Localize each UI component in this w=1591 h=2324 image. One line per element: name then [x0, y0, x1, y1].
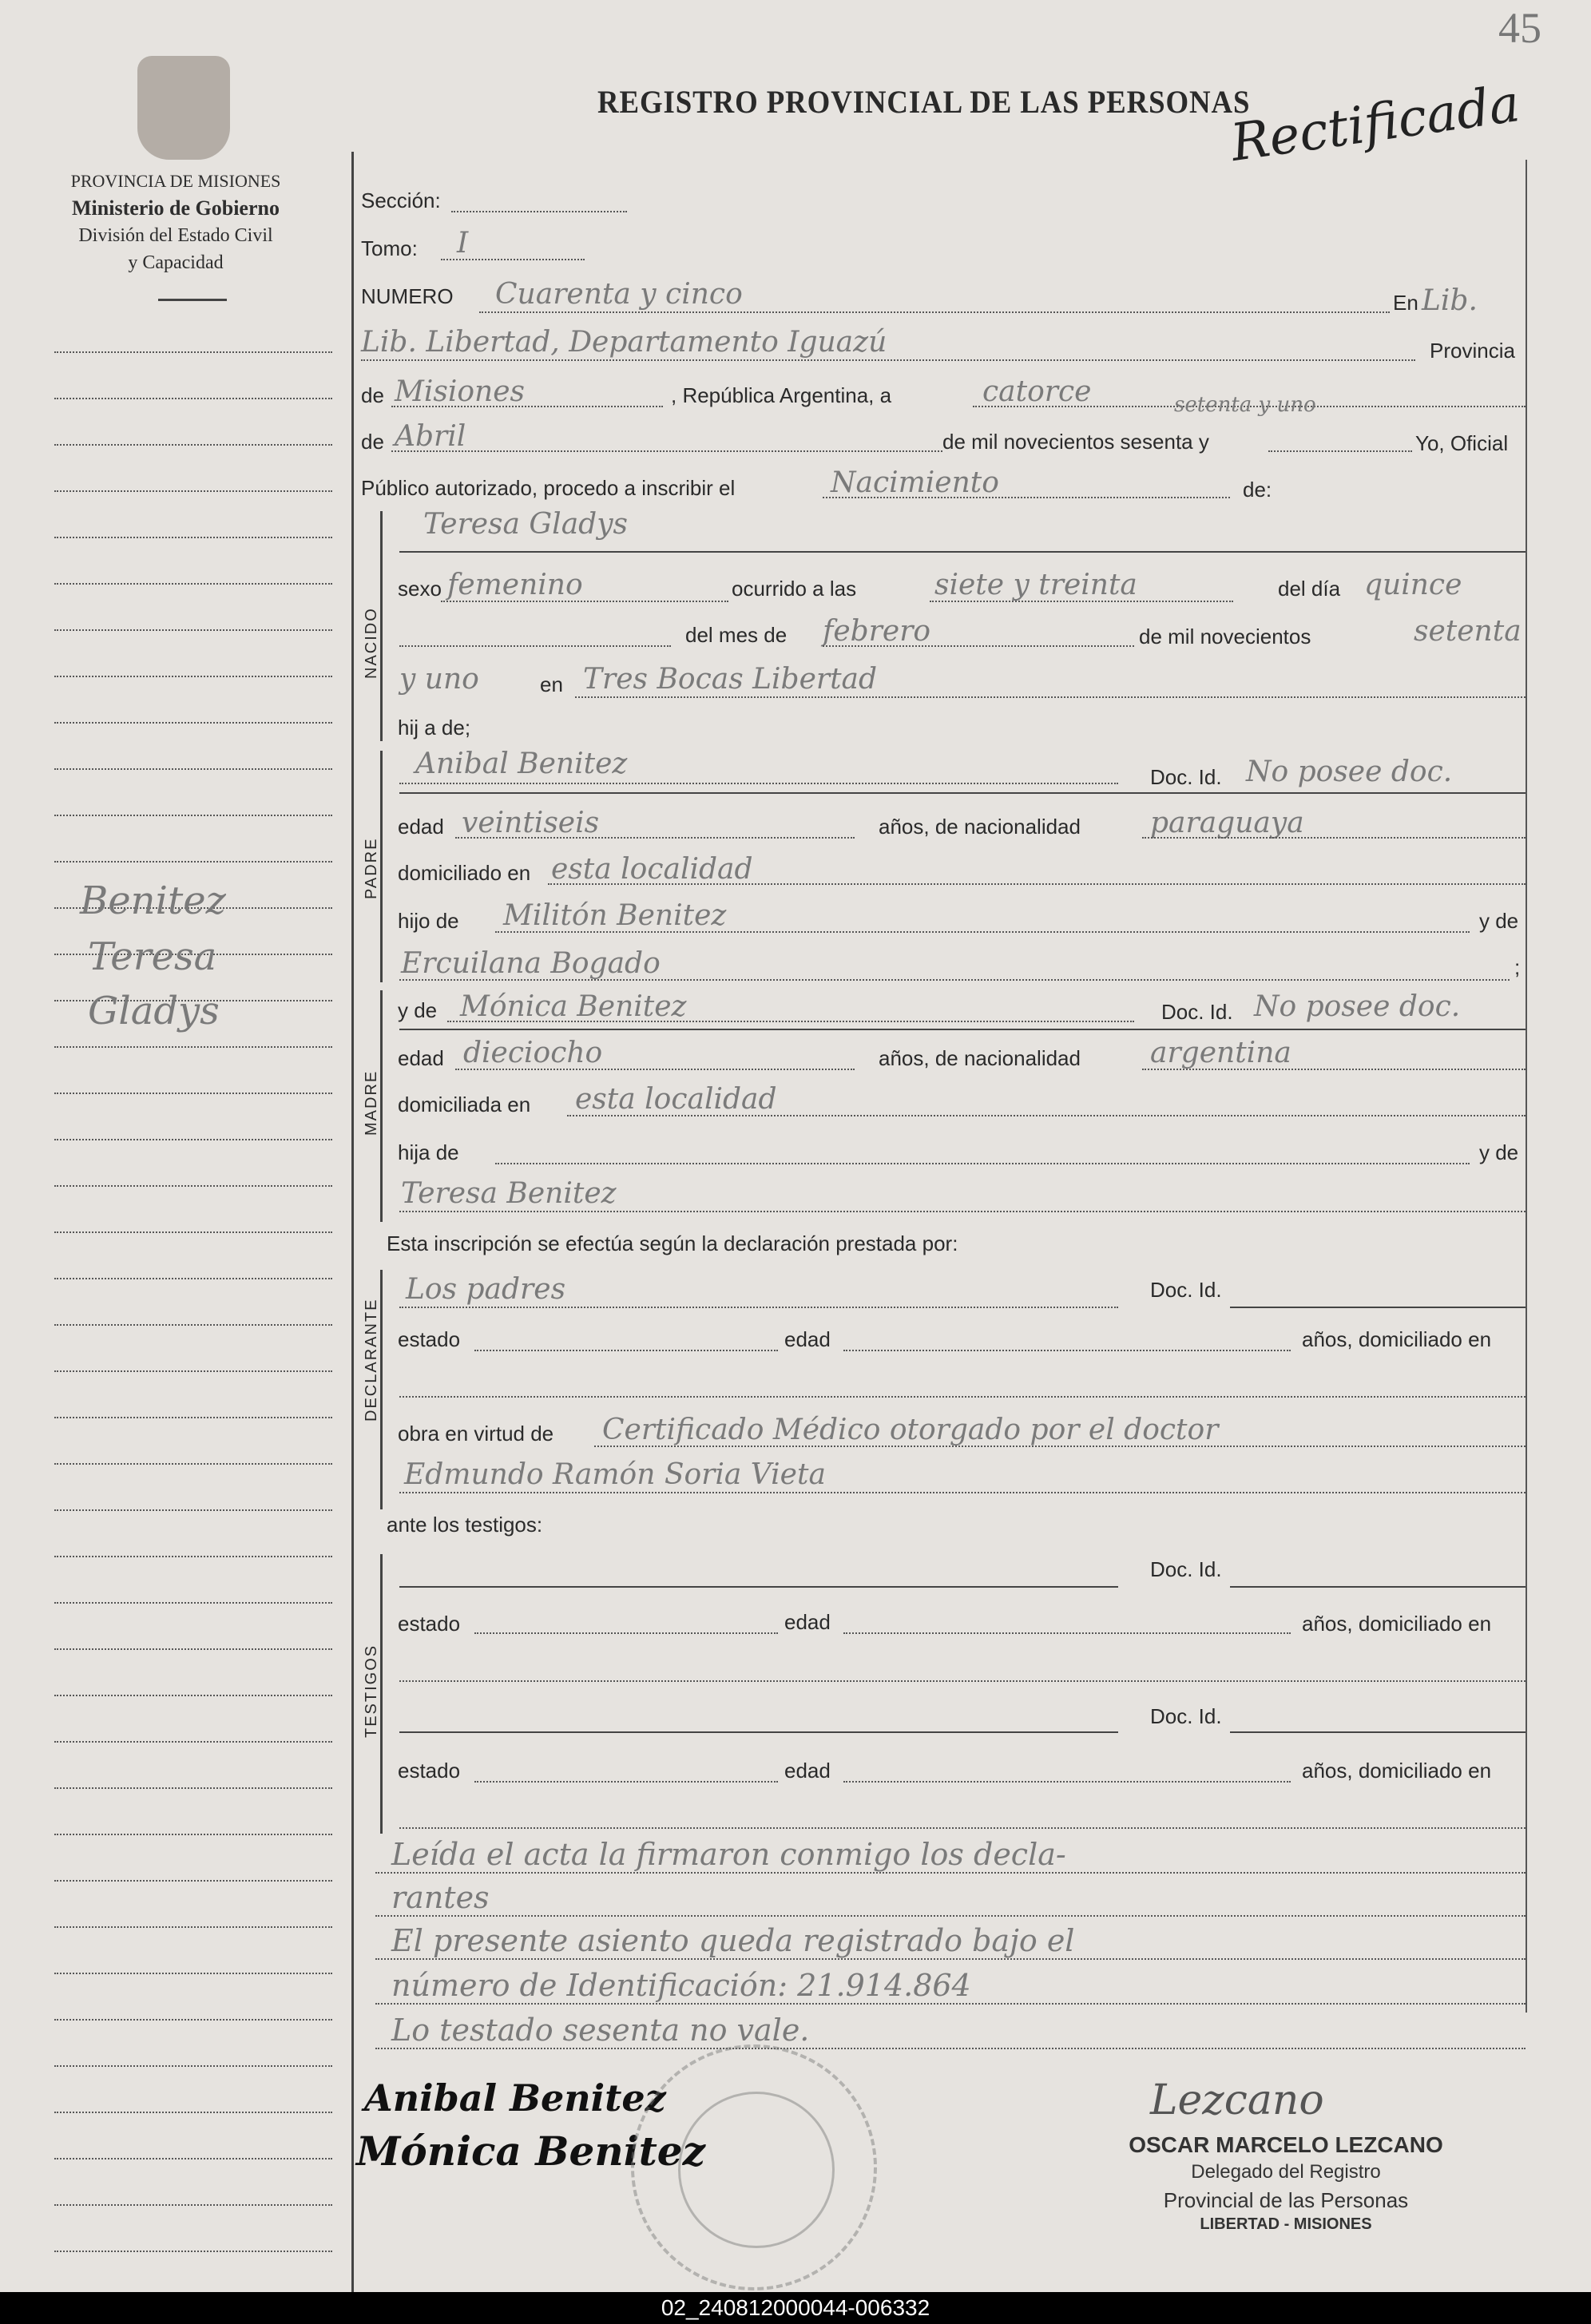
margin-ruled-line — [54, 1880, 332, 1882]
label-edad-padre: edad — [398, 815, 444, 839]
father-mother-value: Ercuilana Bogado — [401, 947, 661, 980]
header-divider — [158, 299, 227, 301]
father-name-line — [399, 783, 1118, 784]
declarant-doc-line — [1230, 1307, 1526, 1308]
label-en-place: en — [540, 672, 563, 696]
tomo-line — [441, 259, 585, 260]
mother-father-line — [495, 1163, 1470, 1164]
closing-line-2 — [375, 1915, 1526, 1917]
mother-nationality-value: argentina — [1150, 1037, 1291, 1069]
mother-mother-line — [399, 1211, 1526, 1212]
witness2-name-line — [399, 1731, 1118, 1733]
mother-age-line — [455, 1069, 855, 1070]
declarant-edad-line — [843, 1350, 1291, 1351]
label-publico: Público autorizado, procedo a inscribir el — [361, 476, 736, 500]
numero-line — [479, 311, 1390, 313]
label-doc-id-madre: Doc. Id. — [1161, 1000, 1233, 1024]
father-name: Anibal Benitez — [415, 748, 628, 780]
label-doc-id-testigo2: Doc. Id. — [1150, 1704, 1222, 1728]
label-y-de-padre: y de — [1479, 909, 1519, 933]
margin-middle-name: Gladys — [88, 989, 220, 1033]
label-del-dia: del día — [1278, 577, 1341, 601]
margin-ruled-line — [54, 2251, 332, 2252]
label-obra-en-virtud: obra en virtud de — [398, 1422, 554, 1446]
father-mother-line — [399, 979, 1510, 981]
birth-day-line — [399, 645, 671, 647]
label-y-de-madre: y de — [398, 998, 438, 1022]
sex-line — [441, 601, 728, 602]
mother-name-line — [447, 1021, 1134, 1022]
certificate-value: Certificado Médico otorgado por el doctor — [602, 1414, 1219, 1446]
label-anos-domiciliado-testigo2: años, domiciliado en — [1302, 1759, 1492, 1783]
padre-top-rule — [399, 792, 1526, 794]
margin-ruled-line — [54, 629, 332, 631]
margin-ruled-line — [54, 537, 332, 538]
witness2-estado-line — [474, 1781, 778, 1783]
tomo-value: I — [457, 227, 469, 260]
margin-ruled-line — [54, 1139, 332, 1140]
witness1-name-line — [399, 1586, 1118, 1588]
label-ante-testigos: ante los testigos: — [387, 1513, 543, 1537]
location-value: Lib. Libertad, Departamento Iguazú — [361, 326, 887, 359]
margin-ruled-line — [54, 444, 332, 446]
location-line — [361, 359, 1415, 361]
officer-office: Provincial de las Personas — [1163, 2188, 1409, 2212]
margin-ruled-line — [54, 815, 332, 816]
margin-ruled-line — [54, 1324, 332, 1326]
header-province: PROVINCIA DE MISIONES — [70, 171, 281, 191]
label-doc-id-declarante: Doc. Id. — [1150, 1278, 1222, 1302]
closing-line-5 — [375, 2048, 1526, 2049]
label-anos-domiciliado-declarante: años, domiciliado en — [1302, 1327, 1492, 1351]
header-ministry: Ministerio de Gobierno — [72, 196, 280, 220]
section-padre: PADRE — [363, 837, 380, 899]
birth-place-line — [575, 696, 1526, 698]
numero-value: Cuarenta y cinco — [495, 278, 743, 311]
label-ocurrido: ocurrido a las — [732, 577, 857, 601]
closing-note-2: rantes — [391, 1880, 490, 1915]
label-tomo: Tomo: — [361, 236, 418, 260]
margin-ruled-line — [54, 398, 332, 399]
margin-ruled-line — [54, 1417, 332, 1418]
label-seccion: Sección: — [361, 188, 441, 212]
birth-year-cont: y uno — [399, 663, 479, 696]
year-correction: setenta y uno — [1174, 393, 1316, 417]
label-de-1: de — [361, 383, 384, 407]
label-republica: , República Argentina, a — [671, 383, 892, 407]
closing-line-3 — [375, 1958, 1526, 1960]
margin-ruled-line — [54, 1926, 332, 1928]
father-address-line — [548, 883, 1526, 885]
officer-name: OSCAR MARCELO LEZCANO — [1129, 2132, 1443, 2157]
label-mil-novecientos: de mil novecientos sesenta y — [942, 430, 1209, 454]
label-anos-nac-madre: años, de nacionalidad — [879, 1046, 1081, 1070]
document-title: REGISTRO PROVINCIAL DE LAS PERSONAS — [597, 84, 1251, 120]
margin-ruled-line — [54, 1231, 332, 1233]
label-en: En — [1393, 291, 1418, 315]
margin-ruled-line — [54, 1370, 332, 1372]
father-father-value: Militón Benitez — [503, 899, 727, 932]
margin-ruled-line — [54, 1973, 332, 1974]
semicolon: ; — [1514, 955, 1521, 979]
section-nacido: NACIDO — [363, 607, 380, 679]
margin-ruled-line — [54, 1741, 332, 1743]
declarant-estado-line — [474, 1350, 778, 1351]
closing-line-4 — [375, 2003, 1526, 2005]
label-edad-declarante: edad — [784, 1327, 831, 1351]
birth-day-value: quince — [1364, 569, 1462, 601]
margin-ruled-line — [54, 1787, 332, 1789]
margin-ruled-line — [54, 1509, 332, 1511]
label-hija-de: hij a de; — [398, 716, 471, 740]
margin-ruled-line — [54, 676, 332, 677]
label-anos-nac-padre: años, de nacionalidad — [879, 815, 1081, 839]
rectified-annotation: Rectificada — [1227, 74, 1524, 173]
margin-ruled-line — [54, 1648, 332, 1650]
certificate-line — [594, 1446, 1526, 1447]
closing-note-4: número de Identificación: 21.914.864 — [391, 1968, 971, 2003]
section-madre: MADRE — [363, 1069, 380, 1136]
father-nationality-line — [1142, 837, 1526, 839]
father-nationality-value: paraguaya — [1150, 807, 1304, 839]
margin-rule — [351, 152, 354, 2292]
mother-address-value: esta localidad — [575, 1083, 777, 1116]
margin-ruled-line — [54, 722, 332, 724]
margin-ruled-line — [54, 1556, 332, 1557]
witness1-edad-line — [843, 1632, 1291, 1634]
mother-mother-value: Teresa Benitez — [401, 1177, 617, 1210]
act-type-line — [823, 497, 1230, 498]
witness2-address-line — [399, 1827, 1526, 1829]
label-provincia: Provincia — [1430, 339, 1515, 363]
en-value: Lib. — [1422, 284, 1478, 317]
witness1-estado-line — [474, 1632, 778, 1634]
header-capacity: y Capacidad — [128, 252, 224, 273]
witness2-doc-line — [1230, 1731, 1526, 1733]
label-edad-testigo1: edad — [784, 1610, 831, 1634]
margin-ruled-line — [54, 2019, 332, 2021]
father-father-line — [495, 931, 1470, 933]
mother-name: Mónica Benitez — [460, 990, 687, 1023]
closing-line-1 — [375, 1872, 1526, 1874]
section-declarante: DECLARANTE — [363, 1298, 380, 1422]
label-edad-testigo2: edad — [784, 1759, 831, 1783]
label-edad-madre: edad — [398, 1046, 444, 1070]
label-doc-id-testigo1: Doc. Id. — [1150, 1557, 1222, 1581]
section-testigos: TESTIGOS — [363, 1644, 380, 1738]
label-de-act: de: — [1243, 478, 1272, 502]
label-yo-oficial: Yo, Oficial — [1415, 431, 1509, 455]
margin-ruled-line — [54, 1695, 332, 1696]
registry-stamp-icon — [631, 2044, 877, 2290]
label-doc-id-padre: Doc. Id. — [1150, 765, 1222, 789]
label-estado-testigo1: estado — [398, 1612, 461, 1636]
margin-ruled-line — [54, 2204, 332, 2206]
label-hijo-de: hijo de — [398, 909, 459, 933]
margin-ruled-line — [54, 1093, 332, 1094]
mother-age-value: dieciocho — [463, 1037, 603, 1069]
margin-first-name: Teresa — [88, 934, 217, 979]
month-line — [391, 450, 942, 452]
label-y-de-madre-2: y de — [1479, 1140, 1519, 1164]
declarant-address-line — [399, 1396, 1526, 1398]
header-division: División del Estado Civil — [78, 225, 273, 246]
father-doc-value: No posee doc. — [1246, 755, 1453, 788]
margin-ruled-line — [54, 2158, 332, 2159]
margin-ruled-line — [54, 2112, 332, 2113]
officer-title: Delegado del Registro — [1191, 2161, 1381, 2183]
label-sexo: sexo — [398, 577, 442, 601]
page-number: 45 — [1498, 4, 1541, 52]
signature-officer: Lezcano — [1150, 2076, 1324, 2124]
label-de-2: de — [361, 430, 384, 454]
birth-year-value: setenta — [1414, 615, 1522, 648]
father-age-line — [455, 837, 855, 839]
declarant-name-line — [399, 1307, 1118, 1308]
birth-month-value: febrero — [823, 615, 931, 648]
label-numero: NUMERO — [361, 284, 454, 308]
witness1-doc-line — [1230, 1586, 1526, 1588]
mother-doc-value: No posee doc. — [1254, 990, 1461, 1023]
mother-address-line — [567, 1115, 1526, 1116]
label-mil-novecientos-2: de mil novecientos — [1139, 625, 1311, 648]
birth-month-line — [823, 645, 1134, 647]
father-age-value: veintiseis — [462, 807, 600, 839]
province-value: Misiones — [395, 375, 526, 408]
child-name-line — [399, 551, 1526, 553]
label-del-mes: del mes de — [685, 623, 788, 647]
father-address-value: esta localidad — [551, 853, 753, 886]
margin-ruled-line — [54, 490, 332, 492]
margin-ruled-line — [54, 1602, 332, 1604]
day-value: catorce — [982, 375, 1092, 408]
closing-note-3: El presente asiento queda registrado bajo el — [391, 1923, 1075, 1958]
signature-father: Anibal Benitez — [364, 2076, 666, 2120]
certificate-line-2 — [399, 1492, 1526, 1493]
margin-ruled-line — [54, 2065, 332, 2067]
margin-ruled-line — [54, 1463, 332, 1465]
margin-ruled-line — [54, 1185, 332, 1187]
margin-surname: Benitez — [80, 878, 226, 923]
time-line — [930, 601, 1233, 602]
declarant-name: Los padres — [406, 1273, 566, 1306]
label-hija-de-madre: hija de — [398, 1140, 459, 1164]
label-domiciliada-madre: domiciliada en — [398, 1093, 531, 1116]
witness2-edad-line — [843, 1781, 1291, 1783]
seccion-line — [451, 211, 627, 212]
year-line — [1268, 450, 1412, 452]
label-estado-testigo2: estado — [398, 1759, 461, 1783]
margin-ruled-line — [54, 861, 332, 863]
act-type-value: Nacimiento — [831, 466, 999, 499]
officer-motto: LIBERTAD - MISIONES — [1200, 2215, 1372, 2233]
signature-mother: Mónica Benitez — [356, 2128, 706, 2175]
right-border — [1526, 160, 1527, 2013]
image-caption: 02_240812000044-006332 — [0, 2292, 1591, 2324]
birth-place-value: Tres Bocas Libertad — [583, 663, 878, 696]
label-domiciliado-padre: domiciliado en — [398, 861, 531, 885]
label-anos-domiciliado-testigo1: años, domiciliado en — [1302, 1612, 1492, 1636]
time-value: siete y treinta — [934, 569, 1137, 601]
closing-note-5: Lo testado sesenta no vale. — [391, 2013, 810, 2048]
margin-ruled-line — [54, 583, 332, 585]
month-value: Abril — [395, 420, 466, 453]
closing-note-1: Leída el acta la firmaron conmigo los decla- — [391, 1837, 1066, 1872]
margin-ruled-line — [54, 1046, 332, 1048]
mother-nationality-line — [1142, 1069, 1526, 1070]
margin-ruled-line — [54, 1834, 332, 1835]
province-line — [391, 406, 663, 407]
certificate-value-cont: Edmundo Ramón Soria Vieta — [404, 1458, 826, 1491]
madre-top-rule — [399, 1029, 1526, 1030]
label-estado-declarante: estado — [398, 1327, 461, 1351]
province-seal-icon — [137, 56, 230, 160]
margin-ruled-line — [54, 768, 332, 770]
child-name: Teresa Gladys — [423, 508, 629, 541]
margin-ruled-line — [54, 351, 332, 353]
label-esta-inscripcion: Esta inscripción se efectúa según la declaración prestada por: — [387, 1231, 958, 1255]
sex-value: femenino — [447, 569, 583, 601]
margin-ruled-line — [54, 1278, 332, 1279]
witness1-address-line — [399, 1680, 1526, 1682]
